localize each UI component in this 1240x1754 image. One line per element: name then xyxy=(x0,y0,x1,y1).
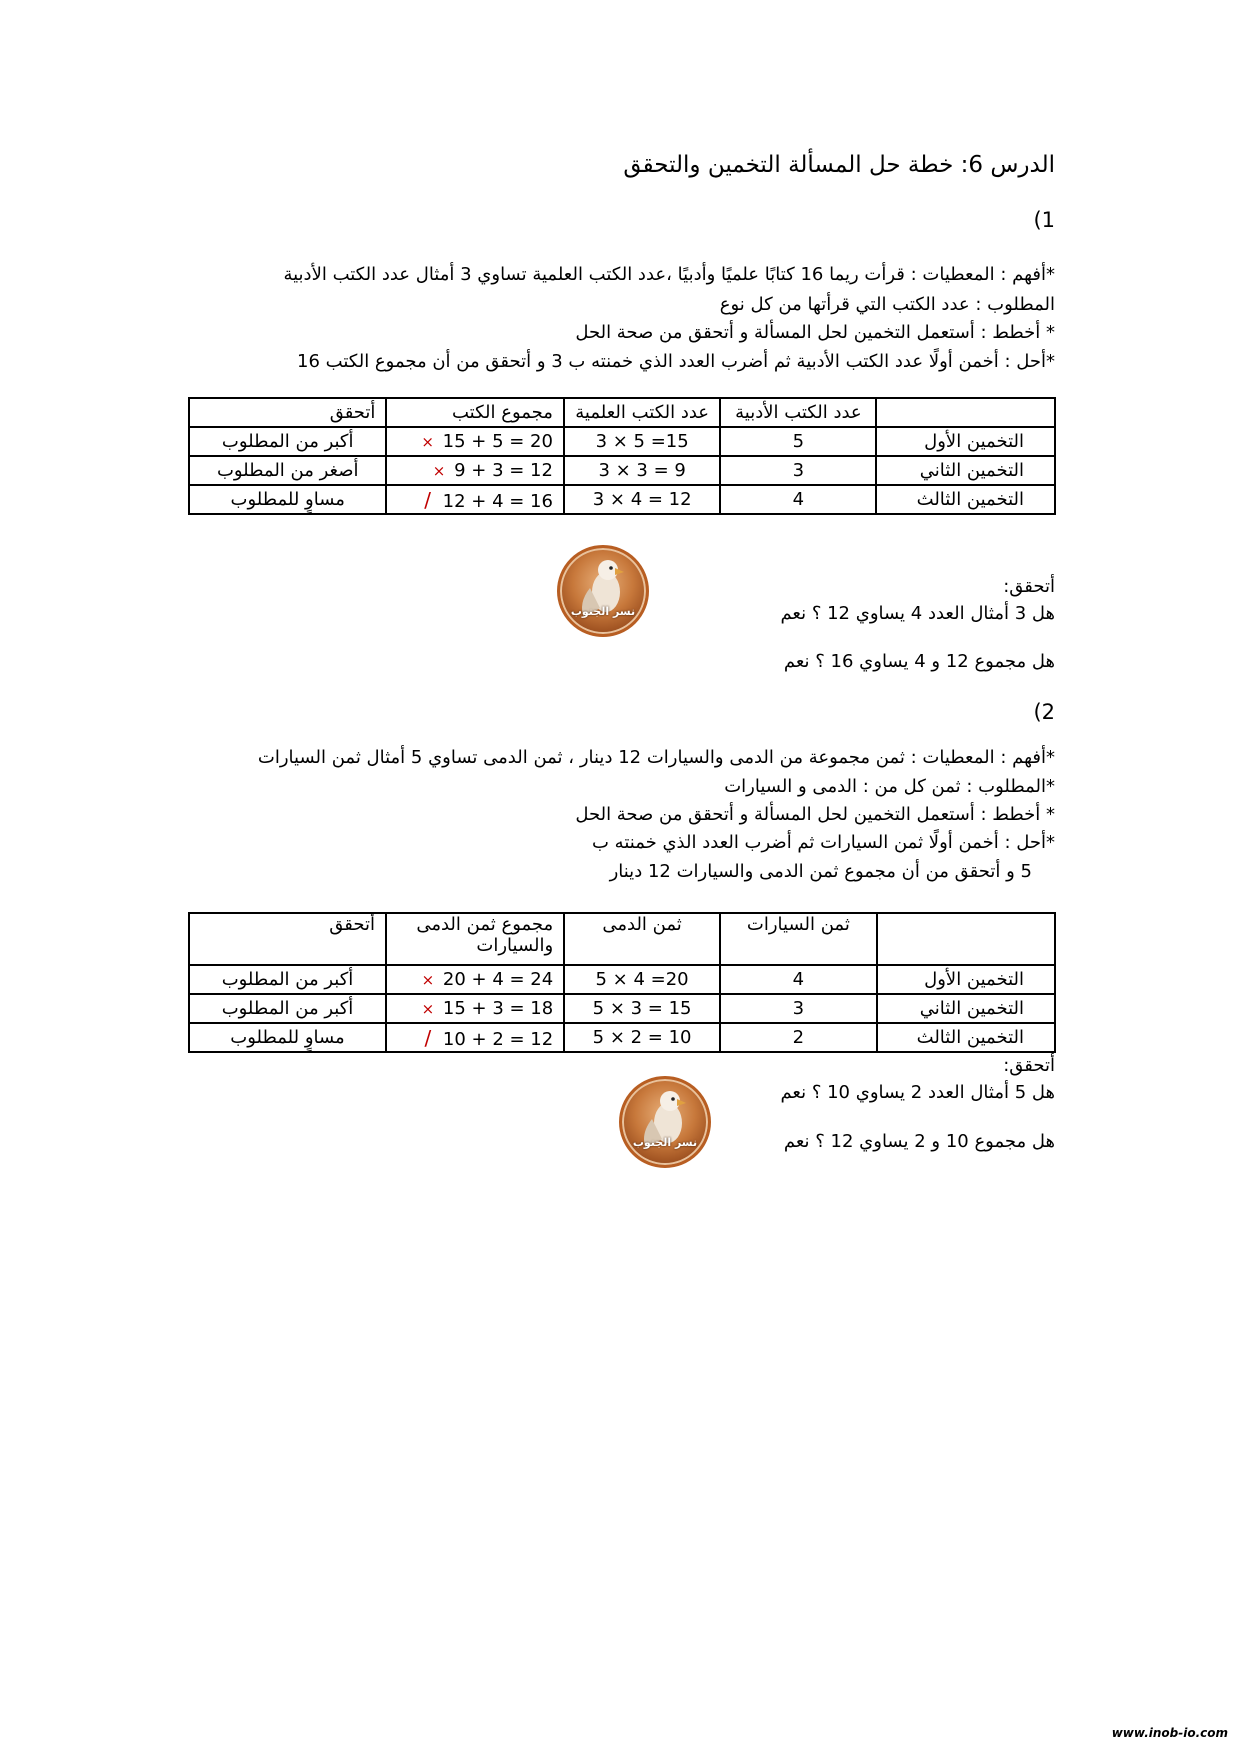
guess-value: 3 xyxy=(720,994,877,1023)
correct-mark-icon: / xyxy=(424,487,432,512)
check-result: مساوٍ للمطلوب xyxy=(189,485,386,514)
verify-line: هل مجموع 12 و 4 يساوي 16 ؟ نعم xyxy=(783,651,1055,672)
guess-label: التخمين الأول xyxy=(877,965,1055,994)
verify-line: هل 5 أمثال العدد 2 يساوي 10 ؟ نعم xyxy=(780,1082,1055,1103)
check-result: أكبر من المطلوب xyxy=(189,994,386,1023)
sum-value: 12 + 4 = 16 xyxy=(442,490,553,512)
guess-label: التخمين الثالث xyxy=(877,1023,1055,1052)
page-title: الدرس 6: خطة حل المسألة التخمين والتحقق xyxy=(623,152,1055,178)
guess-value: 2 xyxy=(720,1023,877,1052)
product-value: 5 × 3 = 15 xyxy=(592,998,692,1019)
check-result: مساوٍ للمطلوب xyxy=(189,1023,386,1052)
logo xyxy=(619,1076,711,1168)
header-cell: عدد الكتب العلمية xyxy=(564,398,720,427)
wrong-mark-icon: × xyxy=(421,971,435,989)
table-header-row xyxy=(189,398,1055,427)
check-result: أكبر من المطلوب xyxy=(189,965,386,994)
table-row xyxy=(189,994,1055,1023)
header-cell xyxy=(876,398,1055,427)
verify-title-1: أتحقق: xyxy=(1003,576,1055,597)
header-cell: ثمن السيارات xyxy=(720,913,877,965)
product-value: 5 × 4 =20 xyxy=(595,969,689,990)
correct-mark-icon: / xyxy=(424,1025,432,1050)
wrong-mark-icon: × xyxy=(421,433,434,451)
product-value: 3 × 4 = 12 xyxy=(592,489,692,510)
guess-label: التخمين الثالث xyxy=(876,485,1055,514)
eagle-icon xyxy=(622,1079,708,1165)
sum-value: 20 + 4 = 24 xyxy=(442,969,554,990)
header-cell: عدد الكتب الأدبية xyxy=(720,398,876,427)
verify-line: هل 3 أمثال العدد 4 يساوي 12 ؟ نعم xyxy=(780,603,1055,624)
header-cell: أتحقق xyxy=(189,398,386,427)
problem-2-plan: * أخطط : أستعمل التخمين لحل المسألة و أتحقق من صحة الحل xyxy=(575,804,1055,825)
table-row xyxy=(189,1023,1055,1052)
problem-1-solve: *أحل : أخمن أولًا عدد الكتب الأدبية ثم أضرب العدد الذي خمنته ب 3 و أتحقق من أن مجموع الكتب 16 xyxy=(297,351,1055,372)
problem-2-number: (2 xyxy=(1033,700,1055,724)
guess-value: 3 xyxy=(720,456,876,485)
problem-1-number: (1 xyxy=(1033,208,1055,232)
logo-text: نسر الجنوب xyxy=(632,1135,698,1149)
table-row xyxy=(189,427,1055,456)
header-cell xyxy=(877,913,1055,965)
table-row xyxy=(189,456,1055,485)
footer-url[interactable]: www.inob-io.com xyxy=(1111,1726,1228,1740)
eagle-icon xyxy=(560,548,646,634)
table-row xyxy=(189,965,1055,994)
logo xyxy=(557,545,649,637)
header-cell: مجموع الكتب xyxy=(386,398,564,427)
sum-value: 9 + 3 = 12 xyxy=(454,460,553,481)
problem-2-solve-cont: 5 و أتحقق من أن مجموع ثمن الدمى والسيارات 12 دينار xyxy=(609,861,1032,882)
product-value: 3 × 3 = 9 xyxy=(598,460,686,481)
header-cell: مجموع ثمن الدمى والسيارات xyxy=(386,913,564,965)
problem-1-required: المطلوب : عدد الكتب التي قرأتها من كل نوع xyxy=(719,294,1055,315)
header-cell: أتحقق xyxy=(189,913,386,965)
guess-label: التخمين الأول xyxy=(876,427,1055,456)
verify-title-2: أتحقق: xyxy=(1003,1055,1055,1076)
wrong-mark-icon: × xyxy=(432,462,446,480)
problem-1-plan: * أخطط : أستعمل التخمين لحل المسألة و أتحقق من صحة الحل xyxy=(575,322,1055,343)
problem-2-solve: *أحل : أخمن أولًا ثمن السيارات ثم أضرب العدد الذي خمنته ب xyxy=(592,832,1055,853)
guess-value: 4 xyxy=(720,485,876,514)
table-header-row xyxy=(189,913,1055,965)
check-result: أصغر من المطلوب xyxy=(189,456,386,485)
header-cell: ثمن الدمى xyxy=(564,913,720,965)
logo-text: نسر الجنوب xyxy=(570,604,636,618)
guess-table-2 xyxy=(188,912,1056,1053)
guess-value: 5 xyxy=(720,427,876,456)
product-value: 3 × 5 =15 xyxy=(595,431,689,452)
table-row xyxy=(189,485,1055,514)
guess-value: 4 xyxy=(720,965,877,994)
wrong-mark-icon: × xyxy=(421,1000,435,1018)
check-result: أكبر من المطلوب xyxy=(189,427,386,456)
product-value: 5 × 2 = 10 xyxy=(592,1027,692,1048)
problem-1-understand: *أفهم : المعطيات : قرأت ريما 16 كتابًا علميًا وأدبيًا ،عدد الكتب العلمية تساوي 3 أمثال عدد الكتب الأدبية xyxy=(283,264,1055,285)
problem-2-required: *المطلوب : ثمن كل من : الدمى و السيارات xyxy=(724,776,1055,797)
guess-table-1 xyxy=(188,397,1056,515)
sum-value: 10 + 2 = 12 xyxy=(442,1028,554,1050)
guess-label: التخمين الثاني xyxy=(877,994,1055,1023)
guess-label: التخمين الثاني xyxy=(876,456,1055,485)
sum-value: 15 + 3 = 18 xyxy=(442,998,554,1019)
problem-2-understand: *أفهم : المعطيات : ثمن مجموعة من الدمى والسيارات 12 دينار ، ثمن الدمى تساوي 5 أمثال ثمن السيارات xyxy=(257,747,1055,768)
verify-line: هل مجموع 10 و 2 يساوي 12 ؟ نعم xyxy=(783,1131,1055,1152)
sum-value: 15 + 5 = 20 xyxy=(442,431,553,452)
